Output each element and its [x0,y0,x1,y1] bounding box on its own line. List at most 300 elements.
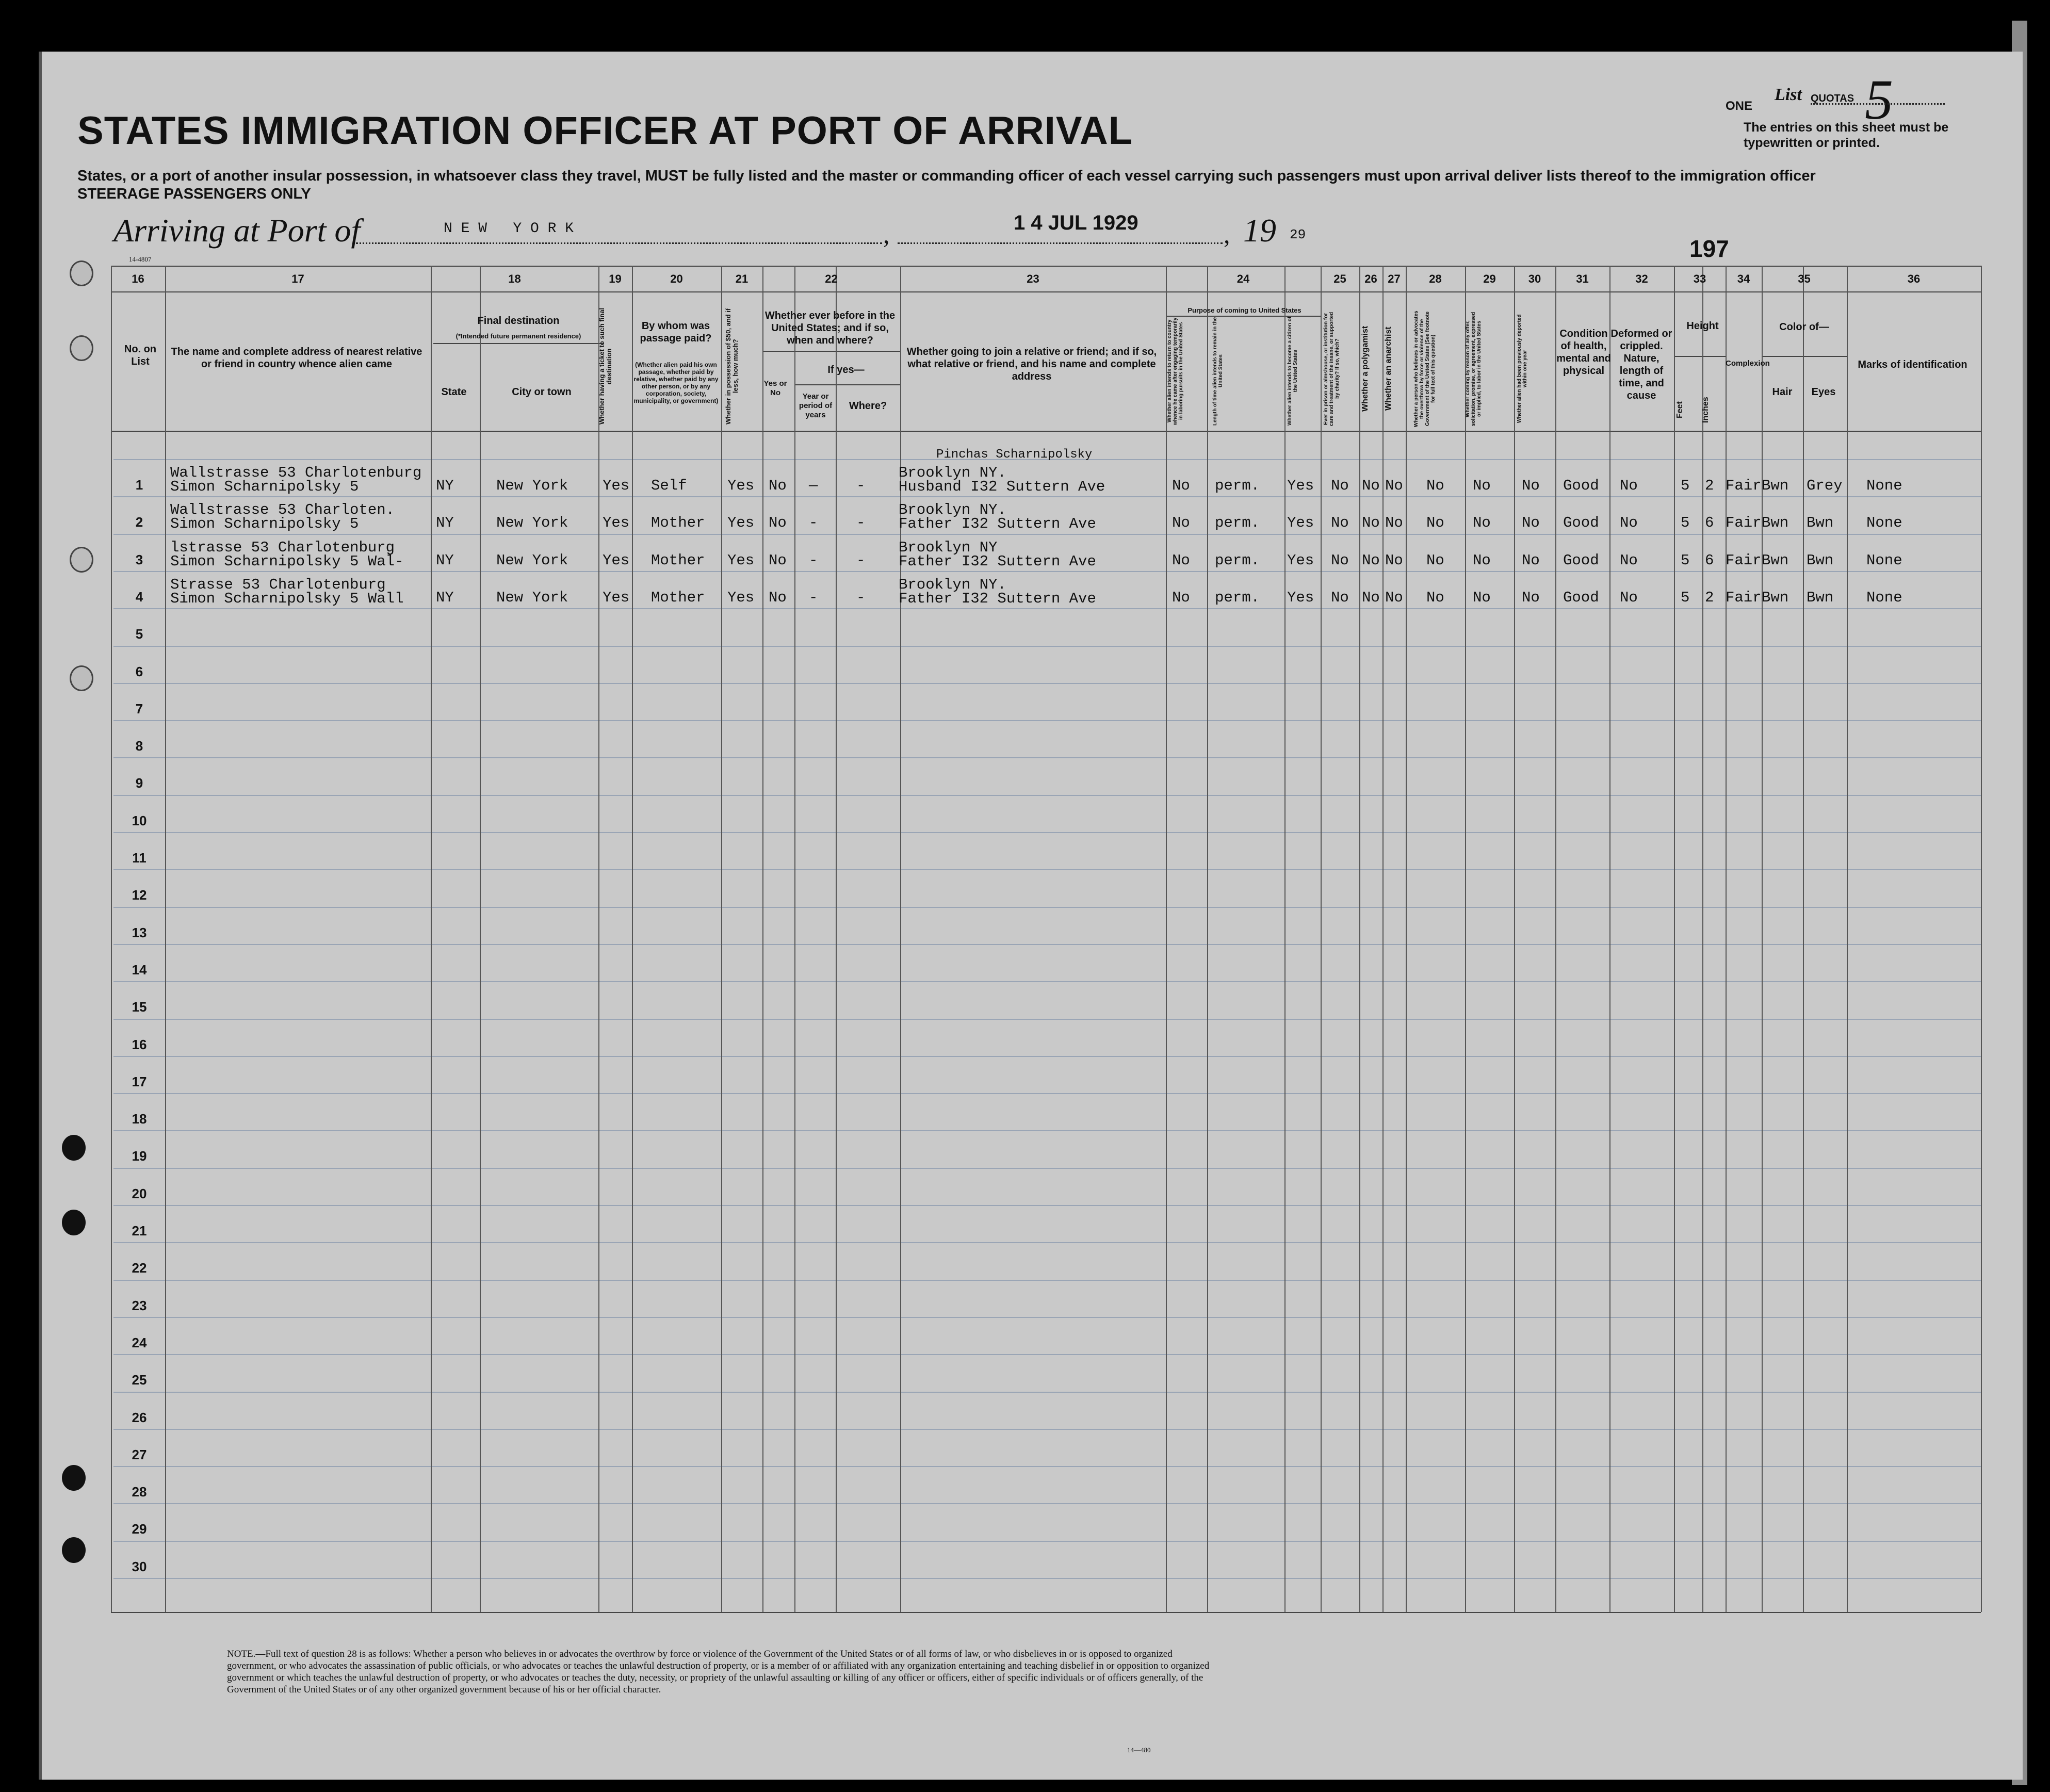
column-number: 22 [825,272,838,285]
relative-address-line1: Strasse 53 Charlotenburg [170,576,386,593]
passage-paid-cell: Self [651,477,687,494]
column-number: 25 [1333,272,1346,285]
ruled-line [113,1093,1981,1094]
overthrow-cell: No [1426,551,1444,569]
ruled-line [113,683,1981,684]
prison-cell: No [1331,477,1349,494]
column-divider [1555,266,1556,1612]
purpose-return-cell: No [1172,477,1190,494]
joining-address-line1: Brooklyn NY. [899,464,1006,481]
column-divider [1609,266,1610,1612]
polygamist-cell: No [1362,551,1380,569]
typed-instructions: The entries on this sheet must be typewritten or printed. [1744,120,1949,150]
column-number: 24 [1236,272,1250,285]
binder-hole [70,665,93,691]
ruled-line [113,646,1981,647]
marks-cell: None [1866,589,1902,606]
year-period-cell: - [809,514,818,532]
form-code-bottom: 14—480 [1127,1746,1151,1754]
header-purpose: Purpose of coming to United States [1187,306,1301,314]
purpose-length-cell: perm. [1215,551,1260,569]
binder-hole [62,1135,86,1161]
ruled-line [113,1466,1981,1467]
ruled-line [113,944,1981,945]
header-health: Condition of health, mental and physical [1556,328,1611,377]
ruled-line [113,795,1981,796]
row-number: 28 [132,1484,147,1500]
column-divider [431,266,432,1612]
header-passage-paid: By whom was passage paid? [640,320,712,344]
overthrow-cell: No [1426,514,1444,532]
deformed-cell: No [1620,589,1638,606]
contract-cell: No [1473,514,1491,532]
column-divider [1166,266,1167,1612]
column-divider [1674,266,1675,1612]
column-number: 35 [1798,272,1811,285]
row-number: 3 [135,551,143,567]
column-number: 26 [1364,272,1377,285]
column-divider [1702,266,1703,1612]
ruled-line [113,832,1981,833]
anarchist-cell: No [1385,589,1403,606]
binder-hole [70,335,93,361]
quota-list-label: List [1775,85,1802,104]
binder-hole [62,1210,86,1235]
ticket-cell: Yes [603,589,630,606]
ruled-line [113,534,1981,535]
quota-underline [1811,103,1945,105]
header-color-of: Color of— [1779,321,1829,333]
money-cell: Yes [727,589,755,606]
inches-cell: 2 [1705,477,1714,494]
deported-cell: No [1522,514,1540,532]
ruled-line [113,1168,1981,1169]
binder-hole [62,1537,86,1563]
binder-hole [70,260,93,286]
passage-paid-cell: Mother [651,514,705,532]
column-number: 21 [735,272,749,285]
deformed-cell: No [1620,551,1638,569]
column-divider [1803,266,1804,1612]
column-number: 31 [1576,272,1589,285]
comma-1: , [883,220,890,249]
column-number: 33 [1693,272,1706,285]
joining-address-line2: Father I32 Suttern Ave [899,515,1096,533]
joining-address-line1: Brooklyn NY. [899,501,1006,519]
complexion-cell: Fair [1726,551,1762,569]
joining-address-line2: Husband I32 Suttern Ave [899,478,1105,495]
ruled-line [113,1317,1981,1318]
subtitle-line2: STEERAGE PASSENGERS ONLY [77,186,311,202]
row-number: 7 [135,700,143,716]
header-if-yes: If yes— [827,364,865,376]
ruled-line [113,757,1981,758]
header-polygamist: Whether a polygamist [1361,325,1370,412]
header-deported: Whether alien had been previously deported within one year [1517,314,1528,423]
purpose-return-cell: No [1172,589,1190,606]
column-divider [721,266,722,1612]
inches-cell: 6 [1705,514,1714,532]
row-number: 16 [132,1036,147,1052]
ruled-line [113,1019,1981,1020]
header-purpose-length: Length of time alien intends to remain in the United States [1212,317,1224,426]
header-ticket: Whether having a ticket to such final destination [598,307,613,425]
column-number: 32 [1635,272,1648,285]
ruled-line [113,1205,1981,1206]
column-divider [1762,266,1763,1612]
column-divider [1284,266,1286,1612]
anarchist-cell: No [1385,551,1403,569]
prison-cell: No [1331,514,1349,532]
port-name: N E W Y O R K [444,221,574,237]
header-bottom-border [111,431,1981,432]
where-cell: - [856,589,866,606]
column-divider [1207,266,1208,1612]
header-final-destination: Final destination [477,315,560,327]
joining-name-annotation: Pinchas Scharnipolsky [936,448,1093,462]
year-suffix: 29 [1290,227,1306,242]
eyes-cell: Grey [1807,477,1843,494]
header-height: Height [1686,320,1719,332]
footnote: NOTE.—Full text of question 28 is as follows: Whether a person who believes in or advocates the overthrow by force or violence of the Government of the United States or of all forms of law, or who disbelieves in or is opposed to organized government, or who advocates the assassination of public officials, or who advocates or teaches the unlawful destruction of property, or is a member of or affiliated with any organization entertaining and teaching disbelief in or opposition to organized government or which teaches the unlawful destruction of property, or who advocates or teaches the duty, necessity, or propriety of the unlawful assaulting or killing of any officer or officers, either of specific individuals or of officers generally, of the Government of the United States or of any other organized government because of his or her official character. [227,1649,1210,1695]
header-purpose-citizen: Whether alien intends to become a citizen of the United States [1287,316,1298,426]
inches-cell: 6 [1705,551,1714,569]
row-number: 4 [135,589,143,605]
row-number: 14 [132,962,147,978]
year-period-cell: — [809,477,818,494]
header-contract: Whether coming by reason of any offer, solicitation, promise, or agreement, expressed or implied, to labor in the United States [1465,312,1482,426]
column-number: 20 [670,272,683,285]
row-number: 12 [132,887,147,903]
before-us-cell: No [769,551,787,569]
column-number-divider [111,291,1981,292]
arriving-label: Arriving at Port of [113,212,361,249]
header-money: Whether in possession of $50, and if less, how much? [724,308,739,425]
column-divider [1514,266,1515,1612]
before-us-cell: No [769,514,787,532]
row-number: 6 [135,663,143,679]
column-number: 23 [1027,272,1039,285]
final-destination-divider [433,343,604,344]
relative-address-line1: lstrasse 53 Charlotenburg [170,539,395,556]
color-divider [1762,356,1847,357]
column-divider [480,266,481,1612]
ruled-line [113,1354,1981,1355]
page-number: 197 [1689,235,1729,262]
row-number: 27 [132,1446,147,1462]
ruled-line [113,1429,1981,1430]
row-number: 15 [132,999,147,1015]
row-number: 18 [132,1111,147,1127]
state-cell: NY [436,514,454,532]
inches-cell: 2 [1705,589,1714,606]
header-overthrow: Whether a person who believes in or advocates the overthrow by force or violence of the Government of the United States (See footnote for full text of this question) [1413,311,1436,427]
hair-cell: Bwn [1762,477,1789,494]
polygamist-cell: No [1362,589,1380,606]
port-underline [356,242,882,244]
header-feet: Feet [1675,401,1684,419]
ruled-line [113,496,1981,497]
column-number: 28 [1429,272,1442,285]
header-state: State [441,386,467,398]
marks-cell: None [1866,514,1902,532]
feet-cell: 5 [1681,589,1690,606]
purpose-citizen-cell: Yes [1287,514,1314,532]
hair-cell: Bwn [1762,551,1789,569]
row-number: 23 [132,1297,147,1313]
passage-paid-cell: Mother [651,551,705,569]
where-cell: - [856,477,866,494]
column-divider [1406,266,1407,1612]
table-top-border [111,266,1981,267]
deported-cell: No [1522,551,1540,569]
complexion-cell: Fair [1726,514,1762,532]
prison-cell: No [1331,551,1349,569]
purpose-length-cell: perm. [1215,514,1260,532]
joining-address-line2: Father I32 Suttern Ave [899,552,1096,570]
overthrow-cell: No [1426,589,1444,606]
header-no-on-list: No. on List [124,344,157,367]
marks-cell: None [1866,477,1902,494]
header-joining: Whether going to join a relative or friend; and if so, what relative or friend, and his name and complete address [906,346,1157,382]
ticket-cell: Yes [603,551,630,569]
column-number: 19 [609,272,622,285]
relative-address-line1: Wallstrasse 53 Charlotenburg [170,464,422,481]
header-relative-abroad: The name and complete address of nearest relative or friend in country whence alien came [171,346,422,370]
row-number: 29 [132,1521,147,1537]
health-cell: Good [1563,551,1599,569]
quota-number: 5 [1865,68,1893,131]
eyes-cell: Bwn [1807,589,1834,606]
ruled-line [113,1541,1981,1542]
feet-cell: 5 [1681,477,1690,494]
header-purpose-return: Whether alien intends to return to country whence he came after engaging temporarily in laboring pursuits in the United States [1167,317,1184,425]
column-divider [1465,266,1466,1612]
row-number: 22 [132,1260,147,1276]
relative-address-line2: Simon Scharnipolsky 5 [170,515,359,533]
deported-cell: No [1522,477,1540,494]
city-cell: New York [496,589,568,606]
before-us-divider [762,351,900,352]
year-period-cell: - [809,551,818,569]
column-divider [1981,266,1982,1612]
city-cell: New York [496,477,568,494]
ruled-line [113,907,1981,908]
header-deformed: Deformed or crippled. Nature, length of time, and cause [1610,328,1672,401]
contract-cell: No [1473,477,1491,494]
hair-cell: Bwn [1762,589,1789,606]
ruled-line [113,1242,1981,1243]
row-number: 11 [132,850,147,866]
column-number: 27 [1388,272,1401,285]
header-hair: Hair [1772,386,1793,398]
column-divider [794,266,795,1612]
relative-address-line2: Simon Scharnipolsky 5 Wall [170,590,404,607]
page-title: STATES IMMIGRATION OFFICER AT PORT OF ARRIVAL [77,109,1133,153]
row-number: 10 [132,812,147,828]
joining-address-line1: Brooklyn NY [899,539,998,556]
complexion-cell: Fair [1726,589,1762,606]
purpose-length-cell: perm. [1215,589,1260,606]
binder-hole [62,1465,86,1491]
quota-quotas-label: QUOTAS [1811,93,1854,104]
contract-cell: No [1473,551,1491,569]
header-before-us: Whether ever before in the United States; and if so, when and where? [764,310,896,346]
feet-cell: 5 [1681,514,1690,532]
header-passage-paid-note: (Whether alien paid his own passage, whether paid by relative, whether paid by any other person, or by any corporation, society, municipality, or government) [633,361,719,404]
row-number: 5 [135,626,143,642]
ruled-line [113,981,1981,982]
column-number: 30 [1528,272,1541,285]
row-number: 13 [132,924,147,940]
header-marks: Marks of identification [1858,359,1967,370]
where-cell: - [856,551,866,569]
contract-cell: No [1473,589,1491,606]
row-number: 1 [135,477,143,493]
table-bottom-border [111,1612,1981,1613]
column-divider [1847,266,1848,1612]
header-inches: Inches [1701,397,1710,423]
row-number: 24 [132,1334,147,1350]
ruled-line [113,1578,1981,1579]
purpose-return-cell: No [1172,551,1190,569]
health-cell: Good [1563,589,1599,606]
feet-cell: 5 [1681,551,1690,569]
row-number: 21 [132,1223,147,1239]
column-divider [762,266,763,1612]
money-cell: Yes [727,477,755,494]
binder-hole [70,547,93,573]
complexion-cell: Fair [1726,477,1762,494]
column-divider [632,266,633,1612]
form-code-top: 14-4807 [129,255,152,263]
purpose-return-cell: No [1172,514,1190,532]
city-cell: New York [496,514,568,532]
purpose-citizen-cell: Yes [1287,589,1314,606]
purpose-citizen-cell: Yes [1287,551,1314,569]
joining-address-line2: Father I32 Suttern Ave [899,590,1096,607]
money-cell: Yes [727,551,755,569]
ruled-line [113,1130,1981,1131]
ticket-cell: Yes [603,514,630,532]
ruled-line [113,720,1981,721]
relative-address-line1: Wallstrasse 53 Charloten. [170,501,395,519]
deported-cell: No [1522,589,1540,606]
row-number: 19 [132,1148,147,1164]
header-city-or-town: City or town [512,386,572,398]
eyes-cell: Bwn [1807,551,1834,569]
ruled-line [113,608,1981,609]
date-stamp: 1 4 JUL 1929 [1014,211,1138,234]
column-number: 36 [1907,272,1921,285]
header-anarchist: Whether an anarchist [1384,327,1393,411]
row-number: 20 [132,1185,147,1201]
column-divider [1382,266,1384,1612]
polygamist-cell: No [1362,514,1380,532]
subtitle-line1: States, or a port of another insular possession, in whatsoever class they travel, MUST be fully listed and the master or commanding officer of each vessel carrying such passengers must upon arrival deliver lists thereof to the immigration officer [77,168,1816,184]
purpose-length-cell: perm. [1215,477,1260,494]
quota-one: ONE [1726,99,1753,113]
state-cell: NY [436,477,454,494]
eyes-cell: Bwn [1807,514,1834,532]
ticket-cell: Yes [603,477,630,494]
row-number: 9 [135,775,143,791]
before-us-cell: No [769,589,787,606]
row-number: 26 [132,1409,147,1425]
relative-address-line2: Simon Scharnipolsky 5 Wal- [170,552,404,570]
state-cell: NY [436,551,454,569]
anarchist-cell: No [1385,514,1403,532]
column-number: 18 [508,272,521,285]
city-cell: New York [496,551,568,569]
column-divider [1726,266,1727,1612]
header-final-destination-note: (*Intended future permanent residence) [455,332,581,340]
row-number: 25 [132,1372,147,1388]
health-cell: Good [1563,514,1599,532]
polygamist-cell: No [1362,477,1380,494]
header-prison: Ever in prison or almshouse, or institution for care and treatment of the insane, or supported by charity? If so, which? [1323,312,1340,426]
ruled-line [113,1392,1981,1393]
money-cell: Yes [727,514,755,532]
row-number: 8 [135,738,143,754]
ruled-line [113,1503,1981,1504]
state-cell: NY [436,589,454,606]
if-yes-divider [794,384,900,385]
column-divider [1321,266,1322,1612]
joining-address-line1: Brooklyn NY. [899,576,1006,593]
hair-cell: Bwn [1762,514,1789,532]
where-cell: - [856,514,866,532]
column-divider [1359,266,1360,1612]
prison-cell: No [1331,589,1349,606]
passage-paid-cell: Mother [651,589,705,606]
column-number: 29 [1483,272,1496,285]
before-us-cell: No [769,477,787,494]
column-number: 17 [291,272,304,285]
marks-cell: None [1866,551,1902,569]
header-yes-or-no: Yes or No [763,379,787,397]
purpose-citizen-cell: Yes [1287,477,1314,494]
column-number: 34 [1737,272,1750,285]
year-prefix: 19 [1243,212,1276,249]
column-number: 16 [132,272,144,285]
column-divider [598,266,599,1612]
header-complexion: Complexion [1726,359,1770,368]
year-period-cell: - [809,589,818,606]
ruled-line [113,571,1981,572]
column-divider [111,266,112,1612]
row-number: 2 [135,514,143,530]
overthrow-cell: No [1426,477,1444,494]
header-year-period: Year or period of years [799,392,833,419]
column-divider [836,266,837,1612]
row-number: 17 [132,1073,147,1089]
date-underline [898,242,1223,244]
ruled-line [113,869,1981,870]
relative-address-line2: Simon Scharnipolsky 5 [170,478,359,495]
deformed-cell: No [1620,514,1638,532]
comma-2: , [1224,220,1230,249]
height-divider [1674,356,1726,357]
column-divider [165,266,166,1612]
header-eyes: Eyes [1811,386,1836,398]
deformed-cell: No [1620,477,1638,494]
ruled-line [113,1056,1981,1057]
ruled-line [113,1280,1981,1281]
header-where: Where? [849,400,887,412]
row-number: 30 [132,1558,147,1574]
health-cell: Good [1563,477,1599,494]
